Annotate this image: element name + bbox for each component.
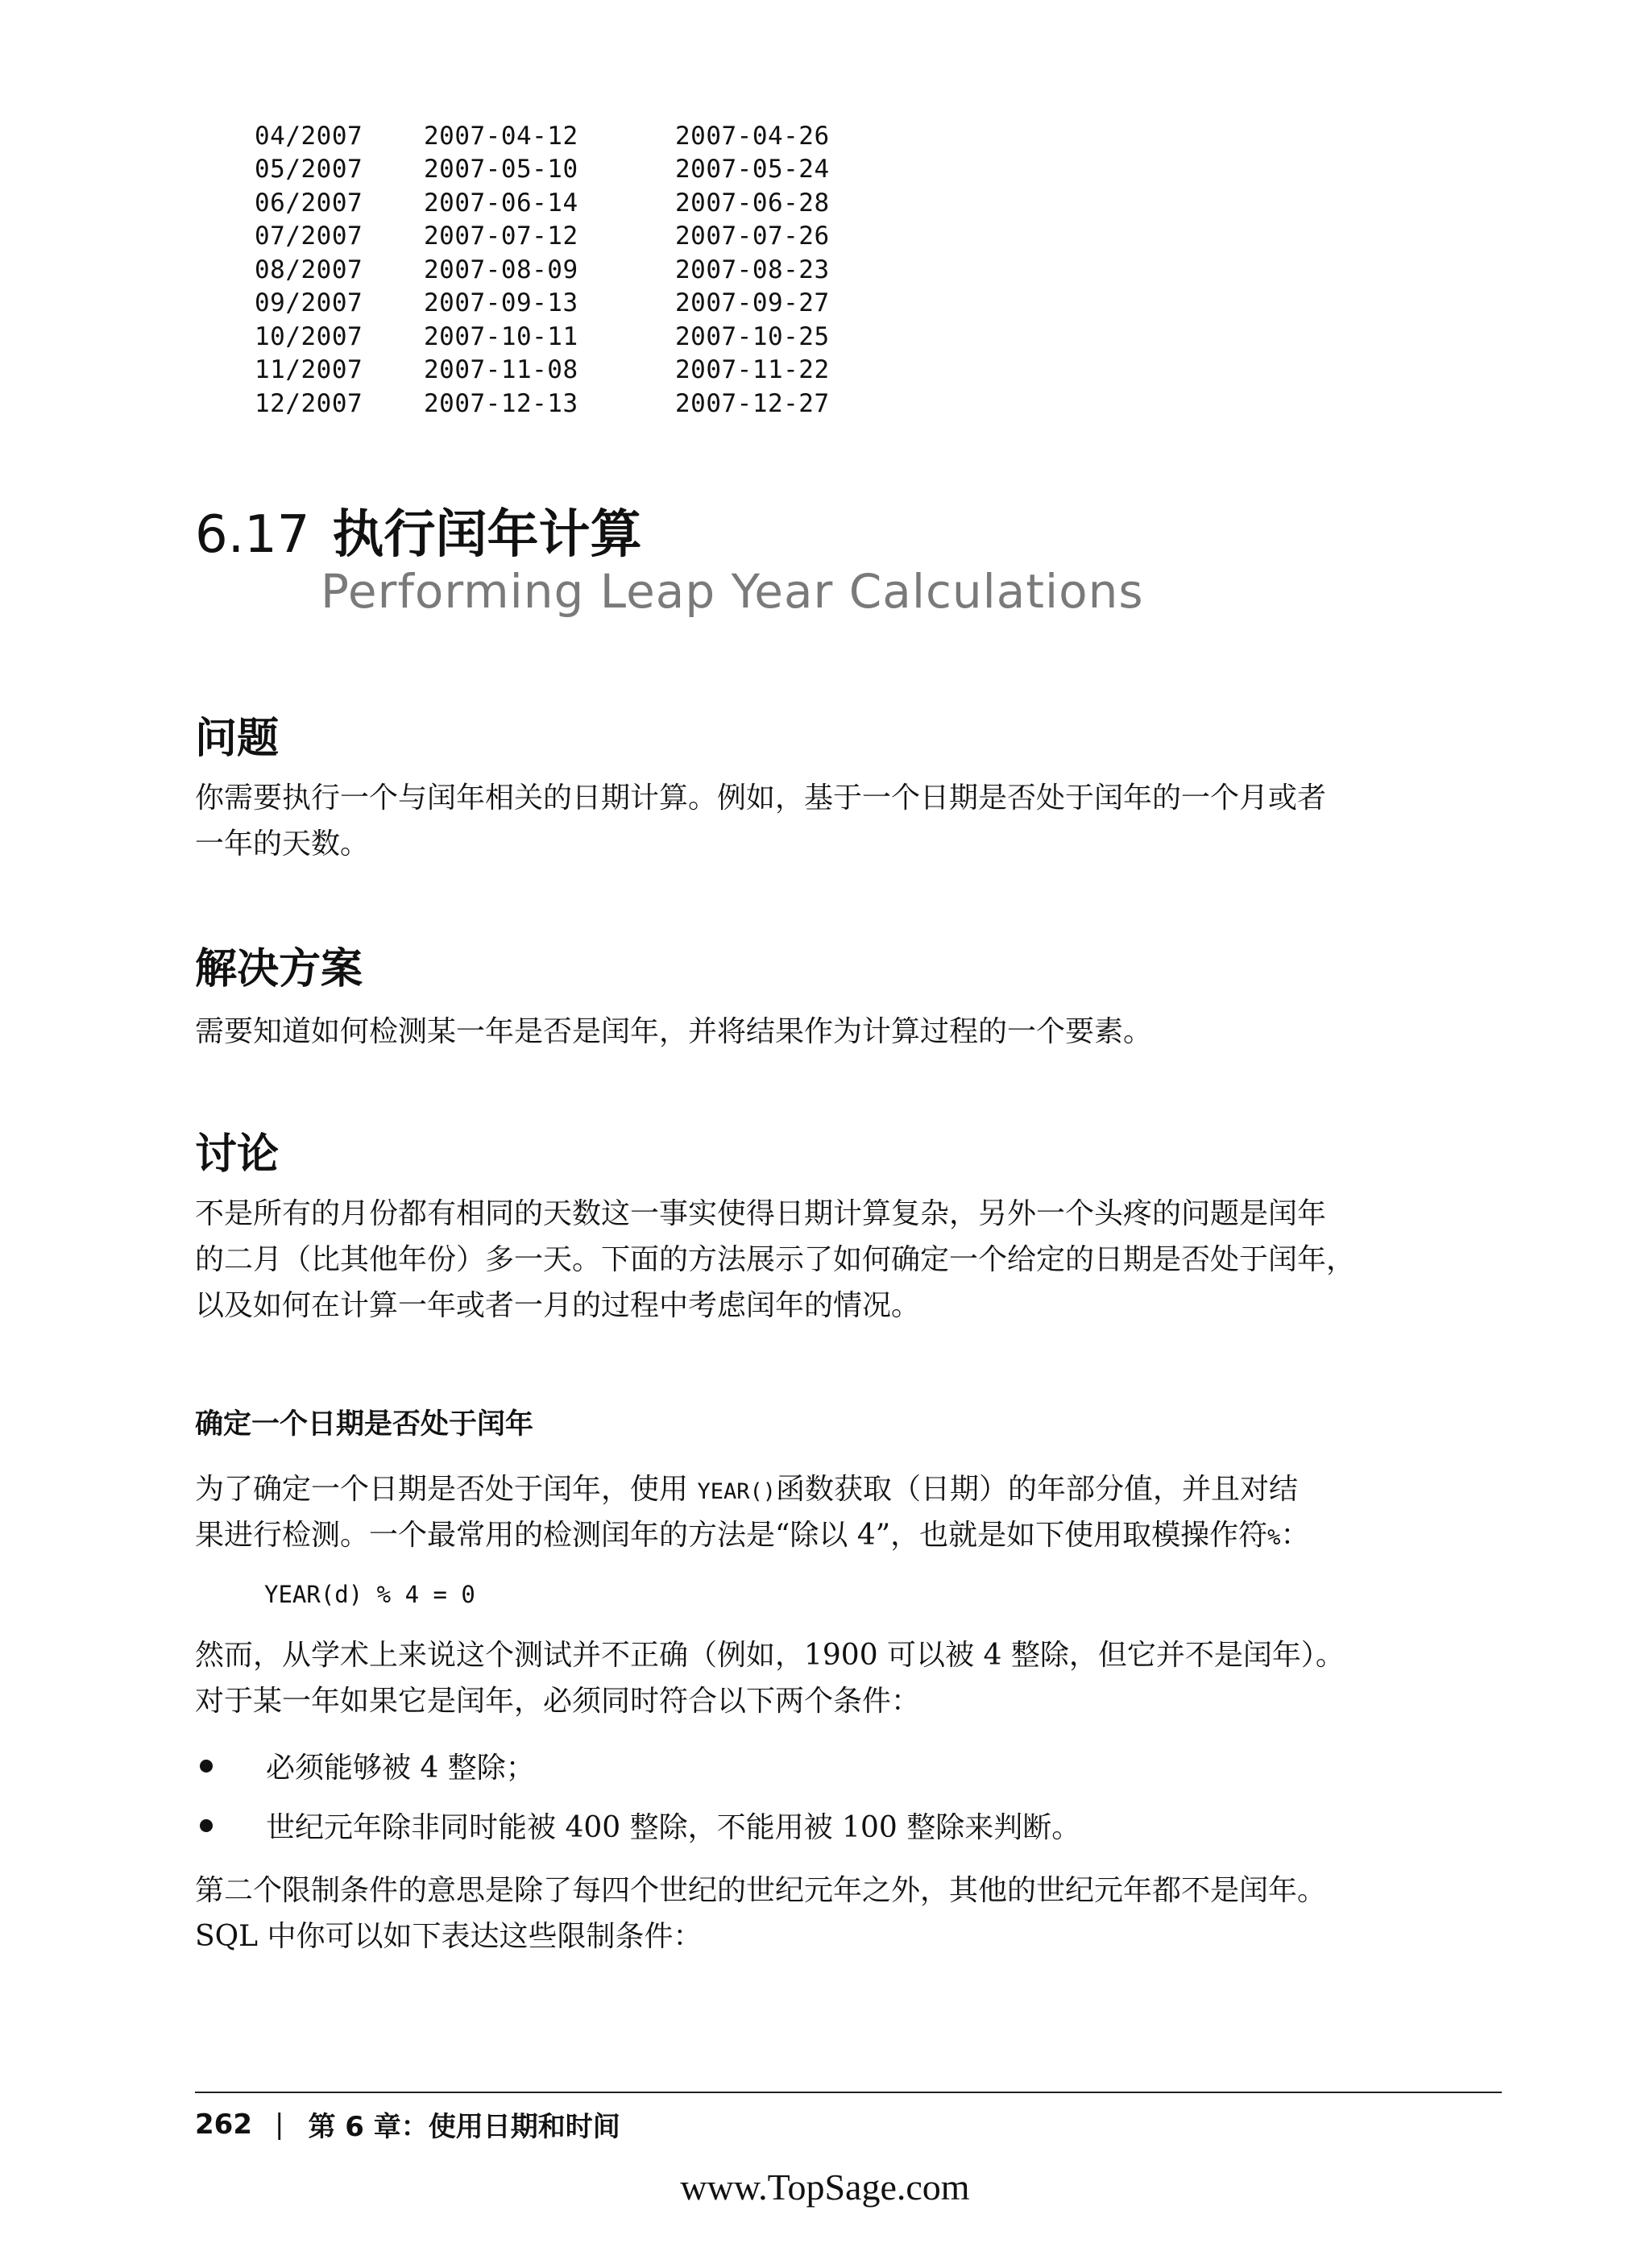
modulo-operator-code: % bbox=[1267, 1525, 1281, 1550]
date-table bbox=[255, 119, 885, 421]
date-table-cell: 2007-07-12 bbox=[424, 222, 578, 251]
problem-heading: 问题 bbox=[195, 715, 280, 763]
date-table-cell: 2007-10-25 bbox=[675, 321, 830, 351]
bullet-item: 世纪元年除非同时能被 400 整除，不能用被 100 整除来判断。 bbox=[200, 1805, 1080, 1846]
section-title-cn: 执行闰年计算 bbox=[332, 505, 642, 565]
problem-line-1: 你需要执行一个与闰年相关的日期计算。例如，基于一个日期是否处于闰年的一个月或者 bbox=[195, 782, 1327, 815]
date-table-cell: 2007-09-27 bbox=[675, 288, 830, 318]
date-table-cell: 2007-11-22 bbox=[675, 355, 830, 385]
discussion-line-3: 以及如何在计算一年或者一月的过程中考虑闰年的情况。 bbox=[195, 1289, 921, 1322]
date-table-cell: 2007-05-24 bbox=[675, 155, 830, 185]
date-table-row bbox=[255, 287, 885, 321]
page-footer bbox=[195, 2104, 620, 2144]
date-table-cell: 2007-06-14 bbox=[424, 188, 578, 218]
bullet-item: 必须能够被 4 整除； bbox=[200, 1745, 535, 1786]
year-function-code: YEAR() bbox=[697, 1479, 776, 1504]
subsection-para-2-line-2: 对于某一年如果它是闰年，必须同时符合以下两个条件： bbox=[195, 1685, 921, 1718]
date-table-cell: 05/2007 bbox=[255, 155, 363, 185]
date-table-cell: 2007-08-09 bbox=[424, 255, 578, 284]
date-table-cell: 10/2007 bbox=[255, 321, 363, 351]
date-table-row bbox=[255, 186, 885, 220]
date-table-row bbox=[255, 387, 885, 421]
date-table-cell: 04/2007 bbox=[255, 121, 363, 151]
date-table-cell: 2007-04-12 bbox=[424, 121, 578, 151]
subsection-para-2-line-1: 然而，从学术上来说这个测试并不正确（例如，1900 可以被 4 整除，但它并不是闰年）。 bbox=[195, 1639, 1345, 1672]
subsection-para-3-line-2: SQL 中你可以如下表达这些限制条件： bbox=[195, 1920, 703, 1953]
date-table-cell: 2007-10-11 bbox=[424, 321, 578, 351]
date-table-cell: 2007-06-28 bbox=[675, 188, 830, 218]
subsection-para-1-line-1: 为了确定一个日期是否处于闰年，使用 YEAR()函数获取（日期）的年部分值，并且对结 bbox=[195, 1473, 1299, 1506]
date-table-cell: 2007-08-23 bbox=[675, 255, 830, 284]
date-table-cell: 2007-12-27 bbox=[675, 388, 830, 418]
solution-line-1: 需要知道如何检测某一年是否是闰年，并将结果作为计算过程的一个要素。 bbox=[195, 1015, 1153, 1048]
date-table-row bbox=[255, 320, 885, 354]
solution-heading: 解决方案 bbox=[195, 945, 363, 993]
date-table-row bbox=[255, 119, 885, 153]
subsection-heading: 确定一个日期是否处于闰年 bbox=[195, 1408, 534, 1441]
bullet-dot-icon bbox=[200, 1760, 213, 1773]
date-table-cell: 2007-11-08 bbox=[424, 355, 578, 385]
date-table-cell: 08/2007 bbox=[255, 255, 363, 284]
date-table-cell: 2007-05-10 bbox=[424, 155, 578, 185]
discussion-line-2: 的二月（比其他年份）多一天。下面的方法展示了如何确定一个给定的日期是否处于闰年， bbox=[195, 1243, 1356, 1276]
page-number: 262 bbox=[195, 2108, 252, 2141]
date-table-cell: 2007-09-13 bbox=[424, 288, 578, 318]
date-table-cell: 2007-07-26 bbox=[675, 222, 830, 251]
date-table-row bbox=[255, 153, 885, 187]
section-title-en: Performing Leap Year Calculations bbox=[321, 564, 1144, 619]
watermark-url: www.TopSage.com bbox=[680, 2166, 970, 2208]
discussion-line-1: 不是所有的月份都有相同的天数这一事实使得日期计算复杂，另外一个头疼的问题是闰年 bbox=[195, 1197, 1327, 1230]
footer-separator: | bbox=[274, 2108, 284, 2141]
chapter-title: 第 6 章：使用日期和时间 bbox=[308, 2111, 620, 2143]
date-table-cell: 2007-04-26 bbox=[675, 121, 830, 151]
discussion-heading: 讨论 bbox=[195, 1130, 280, 1179]
section-number: 6.17 bbox=[195, 505, 310, 565]
subsection-para-3-line-1: 第二个限制条件的意思是除了每四个世纪的世纪元年之外，其他的世纪元年都不是闰年。 bbox=[195, 1874, 1327, 1907]
date-table-cell: 11/2007 bbox=[255, 355, 363, 385]
date-table-cell: 2007-12-13 bbox=[424, 388, 578, 418]
section-title bbox=[195, 493, 642, 567]
date-table-cell: 06/2007 bbox=[255, 188, 363, 218]
date-table-row bbox=[255, 253, 885, 287]
date-table-row bbox=[255, 354, 885, 388]
code-example: YEAR(d) % 4 = 0 bbox=[264, 1581, 475, 1608]
subsection-para-1-line-2: 果进行检测。一个最常用的检测闰年的方法是“除以 4”，也就是如下使用取模操作符%： bbox=[195, 1519, 1310, 1552]
date-table-cell: 12/2007 bbox=[255, 388, 363, 418]
bullet-dot-icon bbox=[200, 1819, 213, 1832]
date-table-cell: 07/2007 bbox=[255, 222, 363, 251]
date-table-cell: 09/2007 bbox=[255, 288, 363, 318]
date-table-row bbox=[255, 220, 885, 254]
problem-line-2: 一年的天数。 bbox=[195, 827, 370, 860]
footer-rule bbox=[195, 2092, 1502, 2093]
